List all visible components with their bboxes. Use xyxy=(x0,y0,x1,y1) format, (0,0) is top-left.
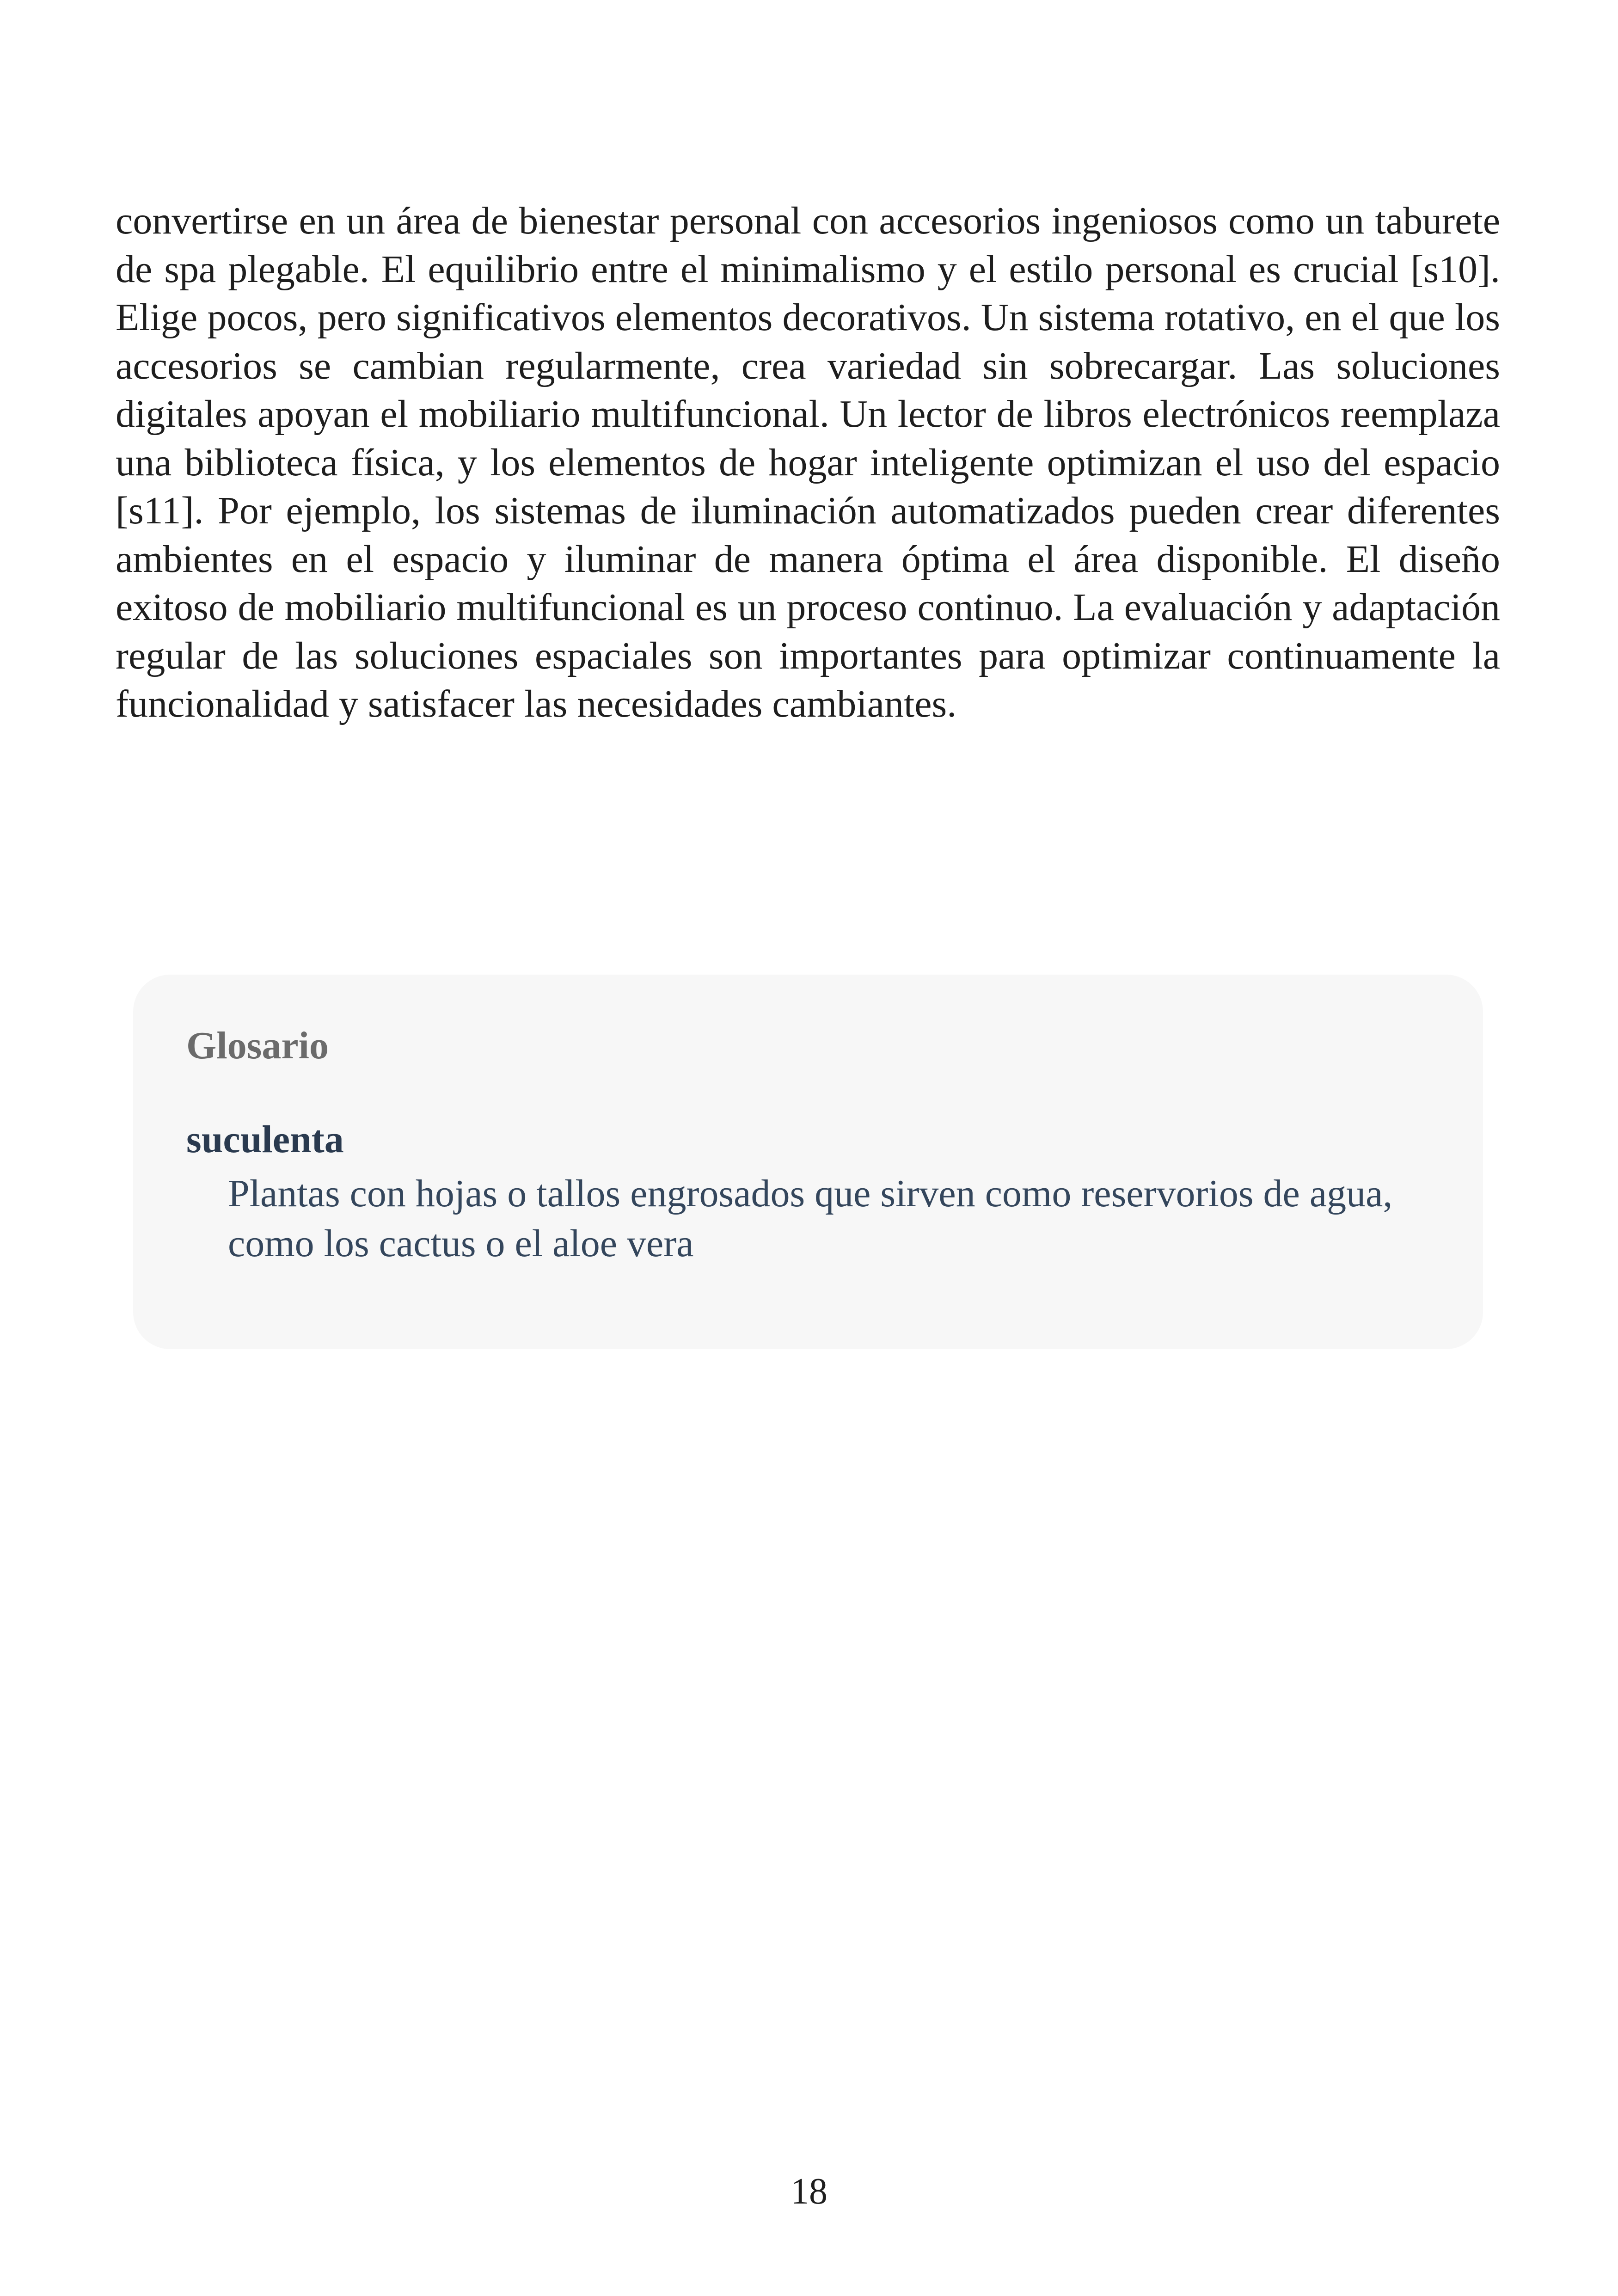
glossary-term: suculenta xyxy=(186,1118,344,1161)
glossary-definition: Plantas con hojas o tallos engrosados que sirven como reservorios de agua, como los cactus o el aloe vera xyxy=(228,1172,1393,1265)
page-number: 18 xyxy=(791,2171,827,2212)
glossary-title: Glosario xyxy=(186,1024,329,1067)
glossary-box xyxy=(133,975,1483,1349)
body-paragraph: convertirse en un área de bienestar personal con accesorios ingeniosos como un taburete de spa plegable. El equilibrio entre el minimalismo y el estilo personal es crucial [s10]. Elige pocos, pero significativos elementos decorativos. Un sistema rotativo, en el que los accesorios se cambian regularmente, crea variedad sin sobrecargar. Las soluciones digitales apoyan el mobiliario multifuncional. Un lector de libros electrónicos reemplaza una biblioteca física, y los elementos de hogar inteligente optimizan el uso del espacio [s11]. Por ejemplo, los sistemas de iluminación automatizados pueden crear diferentes ambientes en el espacio y iluminar de manera óptima el área disponible. El diseño exitoso de mobiliario multifuncional es un proceso continuo. La evaluación y adaptación regular de las soluciones espaciales son importantes para optimizar continuamente la funcionalidad y satisfacer las necesidades cambiantes. xyxy=(116,199,1500,725)
